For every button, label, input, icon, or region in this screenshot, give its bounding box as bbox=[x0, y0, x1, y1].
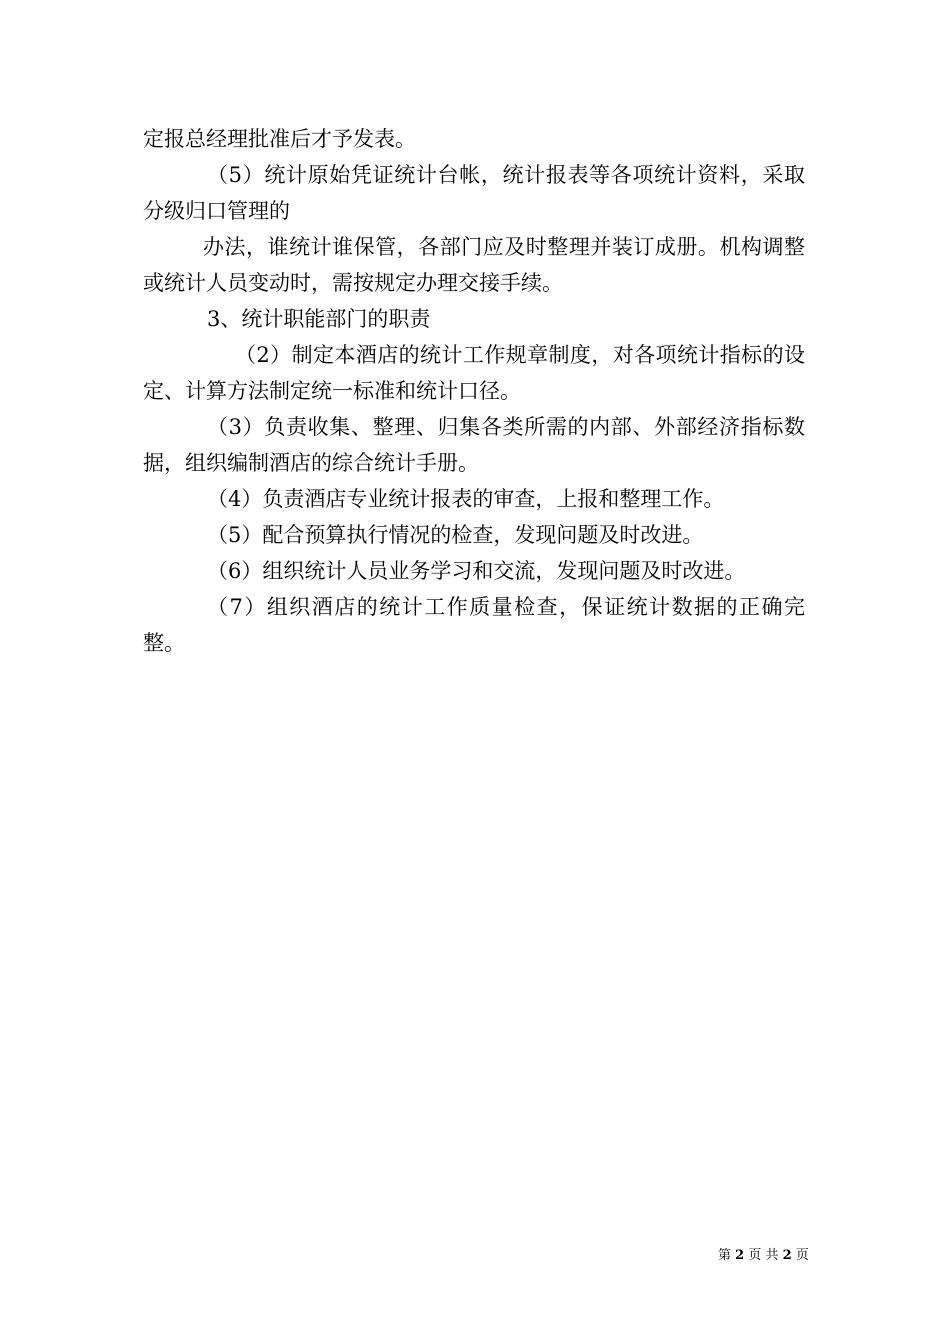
document-body bbox=[143, 121, 805, 661]
paragraph-3: 办法，谁统计谁保管，各部门应及时整理并装订成册。机构调整或统计人员变动时，需按规定办理交接手续。 bbox=[143, 235, 805, 295]
paragraph-4: （2）制定本酒店的统计工作规章制度，对各项统计指标的设定、计算方法制定统一标准和统计口径。 bbox=[143, 343, 805, 403]
footer-prefix: 第 bbox=[718, 1248, 732, 1263]
paragraph-9: （7）组织酒店的统计工作质量检查，保证统计数据的正确完整。 bbox=[143, 595, 805, 655]
page-number-footer bbox=[718, 1248, 809, 1264]
footer-page-number: 2 bbox=[735, 1248, 745, 1263]
paragraph-7: （5）配合预算执行情况的检查，发现问题及时改进。 bbox=[207, 523, 704, 547]
paragraph-5: （3）负责收集、整理、归集各类所需的内部、外部经济指标数据，组织编制酒店的综合统计手册。 bbox=[143, 415, 805, 475]
section-heading-3: 3、统计职能部门的职责 bbox=[207, 307, 431, 331]
footer-suffix: 页 bbox=[795, 1248, 809, 1263]
footer-middle: 页 共 bbox=[748, 1248, 779, 1263]
paragraph-6: （4）负责酒店专业统计报表的审查，上报和整理工作。 bbox=[207, 487, 725, 511]
paragraph-8: （6）组织统计人员业务学习和交流，发现问题及时改进。 bbox=[207, 559, 746, 583]
paragraph-1: 定报总经理批准后才予发表。 bbox=[143, 127, 416, 151]
footer-total-pages: 2 bbox=[782, 1248, 792, 1263]
paragraph-2: （5）统计原始凭证统计台帐，统计报表等各项统计资料，采取分级归口管理的 bbox=[143, 163, 805, 223]
